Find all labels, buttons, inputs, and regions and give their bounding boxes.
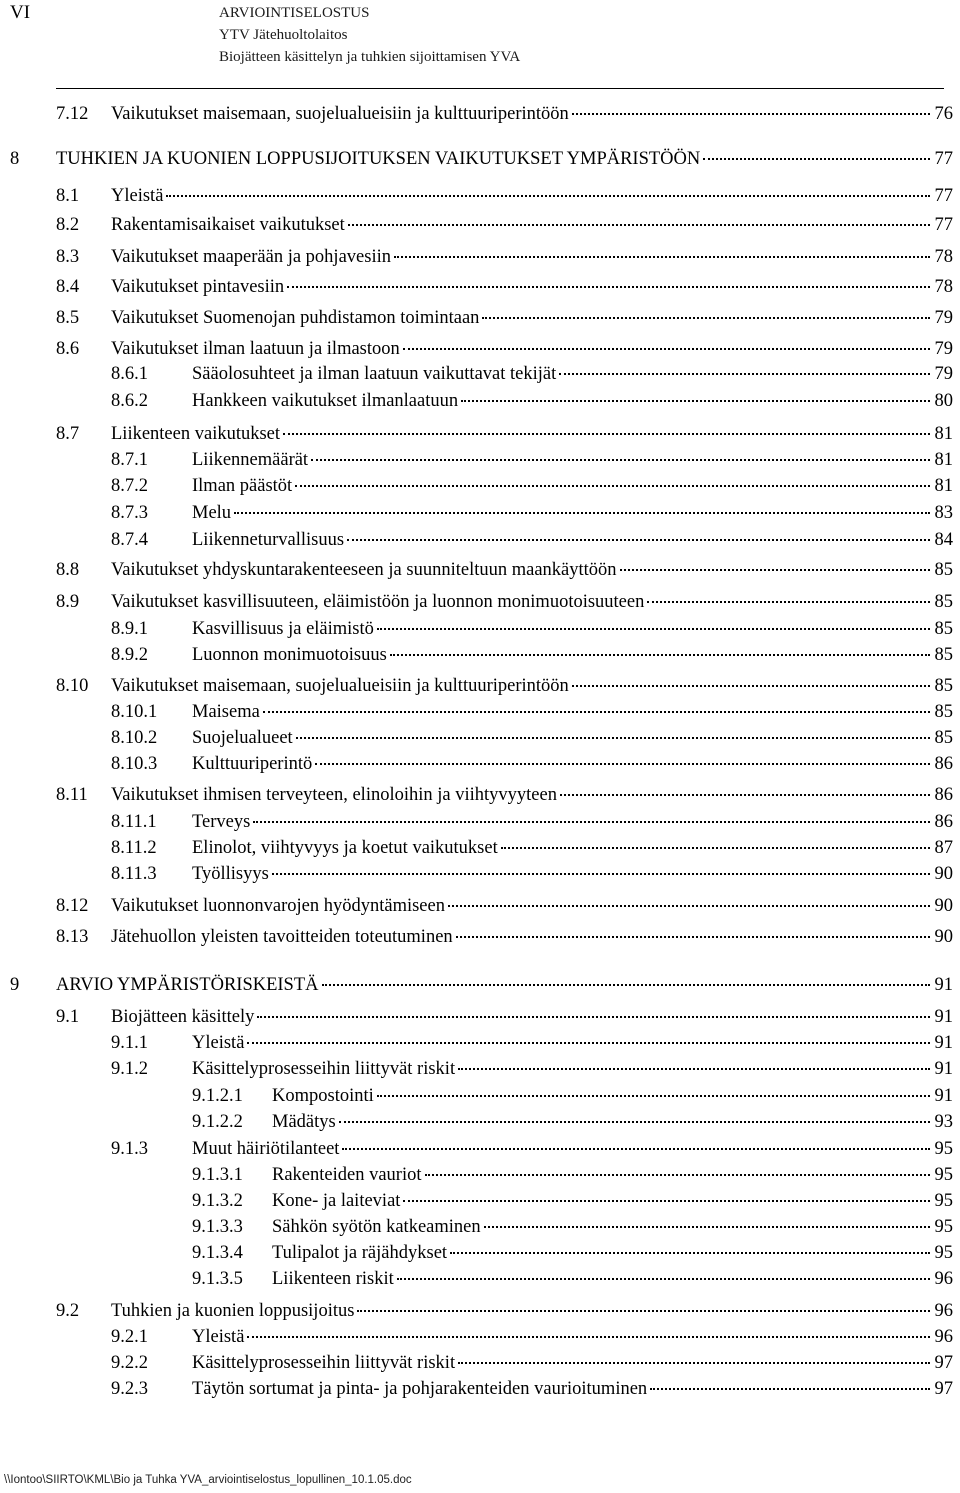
toc-entry-page: 95 (934, 1243, 953, 1263)
toc-entry-number: 8.11.1 (111, 812, 157, 832)
toc-entry[interactable] (111, 1325, 953, 1349)
toc-entry[interactable] (111, 389, 953, 413)
toc-entry-title: ARVIO YMPÄRISTÖRISKEISTÄ (56, 975, 319, 995)
toc-dot-leader (295, 485, 930, 487)
toc-entry-page: 91 (934, 1086, 953, 1106)
toc-entry-page: 79 (934, 364, 953, 384)
toc-dot-leader (311, 459, 930, 461)
toc-entry-title: Vaikutukset yhdyskuntarakenteeseen ja suunniteltuun maankäyttöön (111, 560, 617, 580)
toc-entry[interactable] (192, 1267, 953, 1291)
toc-entry-page: 78 (934, 277, 953, 297)
toc-entry-title: Käsittelyprosesseihin liittyvät riskit (192, 1059, 456, 1079)
toc-entry[interactable] (56, 245, 953, 269)
toc-entry-page: 78 (934, 247, 953, 267)
toc-entry-number: 8.3 (56, 247, 80, 267)
toc-entry-number: 7.12 (56, 104, 89, 124)
toc-entry-page: 84 (934, 530, 953, 550)
toc-dot-leader (263, 711, 930, 713)
toc-entry-number: 8.13 (56, 927, 89, 947)
toc-entry-number: 8.9 (56, 592, 80, 612)
toc-entry[interactable] (111, 474, 953, 498)
toc-entry-title: Liikennemäärät (192, 450, 309, 470)
toc-entry-title: Hankkeen vaikutukset ilmanlaatuun (192, 391, 459, 411)
toc-entry-number: 8.11 (56, 785, 88, 805)
toc-entry[interactable] (111, 862, 953, 886)
toc-entry-number: 8.11.3 (111, 864, 157, 884)
toc-entry[interactable] (192, 1241, 953, 1265)
toc-entry-number: 8.4 (56, 277, 80, 297)
page-number: VI (10, 2, 31, 23)
toc-dot-leader (283, 433, 930, 435)
toc-dot-leader (482, 317, 930, 319)
toc-entry[interactable] (56, 590, 953, 614)
toc-entry-number: 9.1.3.2 (192, 1191, 243, 1211)
toc-entry-title: Liikenteen riskit (272, 1269, 394, 1289)
toc-entry-number: 8.7.2 (111, 476, 148, 496)
toc-entry-number: 9.1.2 (111, 1059, 148, 1079)
toc-entry[interactable] (192, 1215, 953, 1239)
toc-entry-title: Yleistä (192, 1327, 245, 1347)
toc-entry[interactable] (56, 674, 953, 698)
toc-entry-number: 8.9.1 (111, 619, 148, 639)
toc-entry-page: 96 (934, 1301, 953, 1321)
toc-entry-number: 8 (10, 149, 20, 169)
toc-entry-page: 85 (934, 619, 953, 639)
toc-entry[interactable] (111, 726, 953, 750)
toc-entry-number: 8.7 (56, 424, 80, 444)
toc-entry-page: 77 (934, 149, 953, 169)
toc-entry-number: 8.8 (56, 560, 80, 580)
toc-entry-number: 8.6.2 (111, 391, 148, 411)
toc-entry[interactable] (56, 337, 953, 361)
toc-entry-page: 91 (934, 1059, 953, 1079)
toc-entry[interactable] (111, 836, 953, 860)
toc-entry[interactable] (192, 1189, 953, 1213)
toc-entry-page: 81 (934, 450, 953, 470)
toc-entry-title: Tulipalot ja räjähdykset (272, 1243, 448, 1263)
toc-entry-title: Luonnon monimuotoisuus (192, 645, 387, 665)
toc-entry[interactable] (56, 213, 953, 237)
toc-entry-page: 79 (934, 339, 953, 359)
toc-entry-page: 95 (934, 1165, 953, 1185)
toc-dot-leader (339, 1121, 930, 1123)
toc-entry-page: 87 (934, 838, 953, 858)
toc-entry-page: 77 (934, 186, 953, 206)
toc-entry-page: 83 (934, 503, 953, 523)
toc-dot-leader (253, 821, 930, 823)
toc-dot-leader (272, 873, 930, 875)
toc-entry[interactable] (111, 643, 953, 667)
toc-entry-title: Maisema (192, 702, 260, 722)
toc-entry-title: Elinolot, viihtyvyys ja koetut vaikutukset (192, 838, 498, 858)
toc-entry-number: 9.2 (56, 1301, 80, 1321)
toc-entry-page: 91 (934, 975, 953, 995)
toc-entry-title: Kone- ja laiteviat (272, 1191, 401, 1211)
toc-entry-number: 8.7.1 (111, 450, 148, 470)
toc-entry-page: 81 (934, 476, 953, 496)
toc-entry[interactable] (56, 422, 953, 446)
toc-entry-number: 9.1.3.5 (192, 1269, 243, 1289)
document-header (219, 2, 520, 68)
toc-entry[interactable] (111, 528, 953, 552)
toc-entry-page: 85 (934, 645, 953, 665)
toc-entry-number: 8.10.1 (111, 702, 158, 722)
toc-dot-leader (458, 1362, 930, 1364)
toc-dot-leader (394, 256, 930, 258)
toc-dot-leader (501, 847, 930, 849)
toc-entry-page: 95 (934, 1191, 953, 1211)
toc-entry[interactable] (56, 306, 953, 330)
toc-entry-page: 95 (934, 1139, 953, 1159)
toc-entry-number: 9.1.1 (111, 1033, 148, 1053)
toc-entry[interactable] (56, 783, 953, 807)
toc-dot-leader (347, 539, 930, 541)
toc-dot-leader (377, 1095, 930, 1097)
toc-entry-page: 86 (934, 754, 953, 774)
footer-file-path: \\Iontoo\SIIRTO\KML\Bio ja Tuhka YVA_arviointiselostus_lopullinen_10.1.05.doc (4, 1474, 412, 1486)
toc-dot-leader (342, 1148, 930, 1150)
toc-entry-page: 95 (934, 1217, 953, 1237)
toc-entry[interactable] (111, 700, 953, 724)
toc-dot-leader (390, 654, 930, 656)
toc-dot-leader (448, 905, 930, 907)
toc-entry-page: 97 (934, 1353, 953, 1373)
toc-entry-number: 8.12 (56, 896, 89, 916)
toc-entry-title: Kompostointi (272, 1086, 374, 1106)
toc-dot-leader (296, 737, 930, 739)
toc-entry-title: Rakentamisaikaiset vaikutukset (111, 215, 345, 235)
toc-entry-title: Liikenteen vaikutukset (111, 424, 281, 444)
toc-entry[interactable] (111, 810, 953, 834)
toc-entry-title: Rakenteiden vauriot (272, 1165, 422, 1185)
toc-entry-title: Työllisyys (192, 864, 269, 884)
toc-entry-page: 97 (934, 1379, 953, 1399)
toc-entry-title: TUHKIEN JA KUONIEN LOPPUSIJOITUKSEN VAIKUTUKSET YMPÄRISTÖÖN (56, 149, 701, 169)
toc-entry-title: Vaikutukset ihmisen terveyteen, elinoloihin ja viihtyvyyteen (111, 785, 557, 805)
toc-entry-title: Jätehuollon yleisten tavoitteiden toteutuminen (111, 927, 453, 947)
toc-entry[interactable] (111, 617, 953, 641)
toc-entry-number: 8.11.2 (111, 838, 157, 858)
toc-dot-leader (357, 1310, 930, 1312)
toc-entry-number: 9 (10, 975, 20, 995)
toc-dot-leader (461, 400, 930, 402)
toc-entry-number: 8.10.2 (111, 728, 158, 748)
toc-entry-page: 90 (934, 927, 953, 947)
toc-entry-number: 9.2.2 (111, 1353, 148, 1373)
toc-entry-title: Täytön sortumat ja pinta- ja pohjarakenteiden vaurioituminen (192, 1379, 648, 1399)
toc-entry[interactable] (56, 558, 953, 582)
toc-entry-number: 8.6 (56, 339, 80, 359)
toc-entry-title: Sähkön syötön katkeaminen (272, 1217, 481, 1237)
toc-entry-page: 85 (934, 560, 953, 580)
toc-dot-leader (458, 1068, 930, 1070)
toc-entry[interactable] (56, 184, 953, 208)
toc-dot-leader (572, 685, 930, 687)
toc-entry[interactable] (111, 362, 953, 386)
toc-entry-title: Vaikutukset maisemaan, suojelualueisiin ja kulttuuriperintöön (111, 104, 569, 124)
toc-entry-title: Yleistä (192, 1033, 245, 1053)
toc-entry-title: Vaikutukset luonnonvarojen hyödyntämiseen (111, 896, 445, 916)
toc-dot-leader (650, 1388, 930, 1390)
toc-entry-page: 85 (934, 676, 953, 696)
toc-entry-title: Suojelualueet (192, 728, 293, 748)
toc-entry-page: 77 (934, 215, 953, 235)
toc-entry[interactable] (192, 1084, 953, 1108)
toc-entry-title: Vaikutukset ilman laatuun ja ilmastoon (111, 339, 400, 359)
toc-dot-leader (247, 1336, 930, 1338)
toc-dot-leader (456, 936, 930, 938)
toc-entry-page: 91 (934, 1007, 953, 1027)
toc-entry-page: 96 (934, 1327, 953, 1347)
toc-entry-page: 86 (934, 785, 953, 805)
toc-dot-leader (287, 286, 930, 288)
toc-dot-leader (620, 569, 930, 571)
toc-entry-title: Melu (192, 503, 232, 523)
toc-entry-title: Kulttuuriperintö (192, 754, 313, 774)
toc-entry-title: Vaikutukset Suomenojan puhdistamon toimintaan (111, 308, 480, 328)
toc-dot-leader (166, 195, 930, 197)
toc-entry[interactable] (111, 1137, 953, 1161)
toc-entry[interactable] (111, 1351, 953, 1375)
toc-entry-title: Muut häiriötilanteet (192, 1139, 340, 1159)
toc-entry-title: Vaikutukset pintavesiin (111, 277, 285, 297)
toc-dot-leader (484, 1226, 930, 1228)
toc-entry-page: 80 (934, 391, 953, 411)
toc-entry-title: Käsittelyprosesseihin liittyvät riskit (192, 1353, 456, 1373)
toc-entry-page: 93 (934, 1112, 953, 1132)
toc-dot-leader (247, 1042, 930, 1044)
toc-dot-leader (403, 1200, 930, 1202)
toc-entry-page: 90 (934, 896, 953, 916)
toc-dot-leader (559, 373, 930, 375)
toc-dot-leader (234, 512, 930, 514)
toc-entry-number: 8.2 (56, 215, 80, 235)
toc-entry-title: Yleistä (111, 186, 164, 206)
header-title: ARVIOINTISELOSTUS (219, 5, 370, 21)
header-organization: YTV Jätehuoltolaitos (219, 27, 348, 43)
toc-entry-title: Vaikutukset maisemaan, suojelualueisiin ja kulttuuriperintöön (111, 676, 569, 696)
toc-entry-page: 85 (934, 728, 953, 748)
toc-entry-page: 86 (934, 812, 953, 832)
toc-entry-page: 85 (934, 702, 953, 722)
toc-entry-number: 9.1.3 (111, 1139, 148, 1159)
toc-entry[interactable] (192, 1163, 953, 1187)
toc-dot-leader (450, 1252, 930, 1254)
header-project: Biojätteen käsittelyn ja tuhkien sijoittamisen YVA (219, 49, 521, 65)
toc-entry-title: Kasvillisuus ja eläimistö (192, 619, 374, 639)
toc-dot-leader (425, 1174, 931, 1176)
toc-entry-title: Vaikutukset kasvillisuuteen, eläimistöön ja luonnon monimuotoisuuteen (111, 592, 645, 612)
toc-entry-title: Vaikutukset maaperään ja pohjavesiin (111, 247, 391, 267)
toc-dot-leader (257, 1016, 930, 1018)
toc-entry-title: Liikenneturvallisuus (192, 530, 345, 550)
toc-entry-number: 9.1.2.2 (192, 1112, 243, 1132)
toc-entry-number: 9.2.3 (111, 1379, 148, 1399)
toc-entry-title: Mädätys (272, 1112, 336, 1132)
toc-entry-page: 79 (934, 308, 953, 328)
toc-dot-leader (560, 794, 930, 796)
toc-entry-page: 76 (934, 104, 953, 124)
toc-entry-number: 8.10 (56, 676, 89, 696)
toc-entry[interactable] (111, 1031, 953, 1055)
toc-entry[interactable] (192, 1110, 953, 1134)
toc-dot-leader (322, 984, 930, 986)
toc-entry[interactable] (56, 894, 953, 918)
toc-entry-page: 91 (934, 1033, 953, 1053)
toc-entry-number: 8.1 (56, 186, 80, 206)
toc-entry[interactable] (10, 973, 953, 997)
toc-entry[interactable] (56, 275, 953, 299)
toc-entry[interactable] (56, 1005, 953, 1029)
toc-entry-number: 9.1.3.3 (192, 1217, 243, 1237)
toc-entry[interactable] (56, 1299, 953, 1323)
toc-entry-number: 8.5 (56, 308, 80, 328)
toc-entry-page: 81 (934, 424, 953, 444)
toc-dot-leader (397, 1278, 930, 1280)
toc-entry-number: 9.1 (56, 1007, 80, 1027)
toc-entry-number: 9.1.2.1 (192, 1086, 243, 1106)
toc-entry-number: 9.1.3.4 (192, 1243, 243, 1263)
toc-entry-page: 96 (934, 1269, 953, 1289)
toc-entry[interactable] (56, 102, 953, 126)
toc-entry-number: 8.7.3 (111, 503, 148, 523)
toc-entry[interactable] (111, 752, 953, 776)
toc-entry-page: 90 (934, 864, 953, 884)
toc-dot-leader (703, 158, 930, 160)
toc-dot-leader (403, 348, 930, 350)
toc-dot-leader (315, 763, 930, 765)
toc-entry-title: Sääolosuhteet ja ilman laatuun vaikuttavat tekijät (192, 364, 557, 384)
toc-entry-page: 85 (934, 592, 953, 612)
header-rule (56, 88, 944, 89)
toc-dot-leader (572, 113, 930, 115)
toc-entry[interactable] (56, 925, 953, 949)
toc-entry[interactable] (111, 448, 953, 472)
toc-entry-number: 8.10.3 (111, 754, 158, 774)
toc-entry-number: 8.7.4 (111, 530, 148, 550)
toc-dot-leader (348, 224, 930, 226)
toc-entry-number: 8.6.1 (111, 364, 148, 384)
toc-entry-title: Ilman päästöt (192, 476, 293, 496)
toc-entry-title: Tuhkien ja kuonien loppusijoitus (111, 1301, 355, 1321)
toc-entry-number: 8.9.2 (111, 645, 148, 665)
toc-dot-leader (647, 601, 930, 603)
toc-entry[interactable] (10, 147, 953, 171)
toc-entry[interactable] (111, 1057, 953, 1081)
toc-entry-number: 9.2.1 (111, 1327, 148, 1347)
toc-entry-title: Biojätteen käsittely (111, 1007, 255, 1027)
toc-entry[interactable] (111, 1377, 953, 1401)
toc-entry[interactable] (111, 501, 953, 525)
toc-entry-title: Terveys (192, 812, 251, 832)
toc-dot-leader (377, 628, 930, 630)
toc-entry-number: 9.1.3.1 (192, 1165, 243, 1185)
